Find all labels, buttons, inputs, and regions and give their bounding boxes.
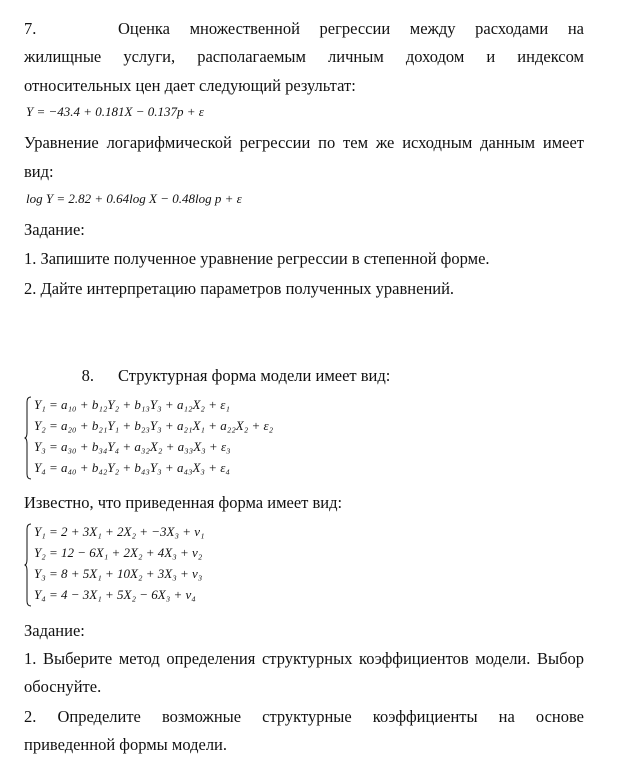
- task7-task-label: Задание:: [24, 220, 85, 239]
- reduced-form-system: [24, 523, 284, 607]
- task7-item-2: 2. Дайте интерпретацию параметров полученных уравнений.: [24, 279, 455, 298]
- structural-equation-1: Y₁ = a₁₀ + b₁₂Y₂ + b₁₃Y₃ + a₁₂X₂ + ε₁: [34, 397, 230, 412]
- task7-title-line1: [24, 18, 584, 40]
- reduced-equation-1: Y₁ = 2 + 3X₁ + 2X₂ + −3X₃ + v₁: [34, 524, 205, 539]
- task7-number: 7.: [24, 19, 37, 38]
- reduced-equation-4: Y₄ = 4 − 3X₁ + 5X₂ − 6X₃ + v₄: [34, 587, 196, 602]
- task7-log-text-line2: вид:: [24, 162, 54, 181]
- left-brace-icon: [24, 523, 32, 607]
- task7-log-formula: log Y = 2.82 + 0.64log X − 0.48log p + ε: [26, 191, 242, 206]
- reduced-form-intro: Известно, что приведенная форма имеет вид:: [24, 493, 343, 512]
- reduced-equation-2: Y₂ = 12 − 6X₁ + 2X₂ + 4X₃ + v₂: [34, 545, 203, 560]
- task7-linear-formula: Y = −43.4 + 0.181X − 0.137p + ε: [26, 104, 204, 119]
- task8-item-2-line1: 2. Определите возможные структурные коэффициенты на основе: [24, 707, 584, 726]
- reduced-equation-3: Y₃ = 8 + 5X₁ + 10X₂ + 3X₃ + v₃: [34, 566, 203, 581]
- task8-task-label: Задание:: [24, 621, 85, 640]
- structural-equation-2: Y₂ = a₂₀ + b₂₁Y₁ + b₂₃Y₃ + a₂₁X₁ + a₂₂X₂ + ε₂: [34, 418, 274, 433]
- task8-item-1-line1: 1. Выберите метод определения структурных коэффициентов модели. Выбор: [24, 649, 584, 668]
- task7-log-text-line1: Уравнение логарифмической регрессии по тем же исходным данным имеет: [24, 133, 584, 152]
- task8-title: [24, 365, 584, 387]
- task7-title-text: Оценка множественной регрессии между расходами на: [118, 19, 584, 38]
- structural-form-system: [24, 396, 324, 480]
- structural-equation-4: Y₄ = a₄₀ + b₄₂Y₂ + b₄₃Y₃ + a₄₃X₃ + ε₄: [34, 460, 230, 475]
- task8-title-text: Структурная форма модели имеет вид:: [118, 366, 391, 385]
- task8-number: 8.: [81, 366, 94, 385]
- task8-item-2-line2: приведенной формы модели.: [24, 735, 228, 754]
- task8-item-1-line2: обоснуйте.: [24, 677, 102, 696]
- structural-equation-3: Y₃ = a₃₀ + b₃₄Y₄ + a₃₂X₂ + a₃₃X₃ + ε₃: [34, 439, 231, 454]
- task7-title-line3: относительных цен дает следующий результат:: [24, 76, 356, 95]
- task7-title-line2: жилищные услуги, располагаемым личным доходом и индексом: [24, 47, 584, 66]
- left-brace-icon: [24, 396, 32, 480]
- task7-item-1: 1. Запишите полученное уравнение регрессии в степенной форме.: [24, 249, 490, 268]
